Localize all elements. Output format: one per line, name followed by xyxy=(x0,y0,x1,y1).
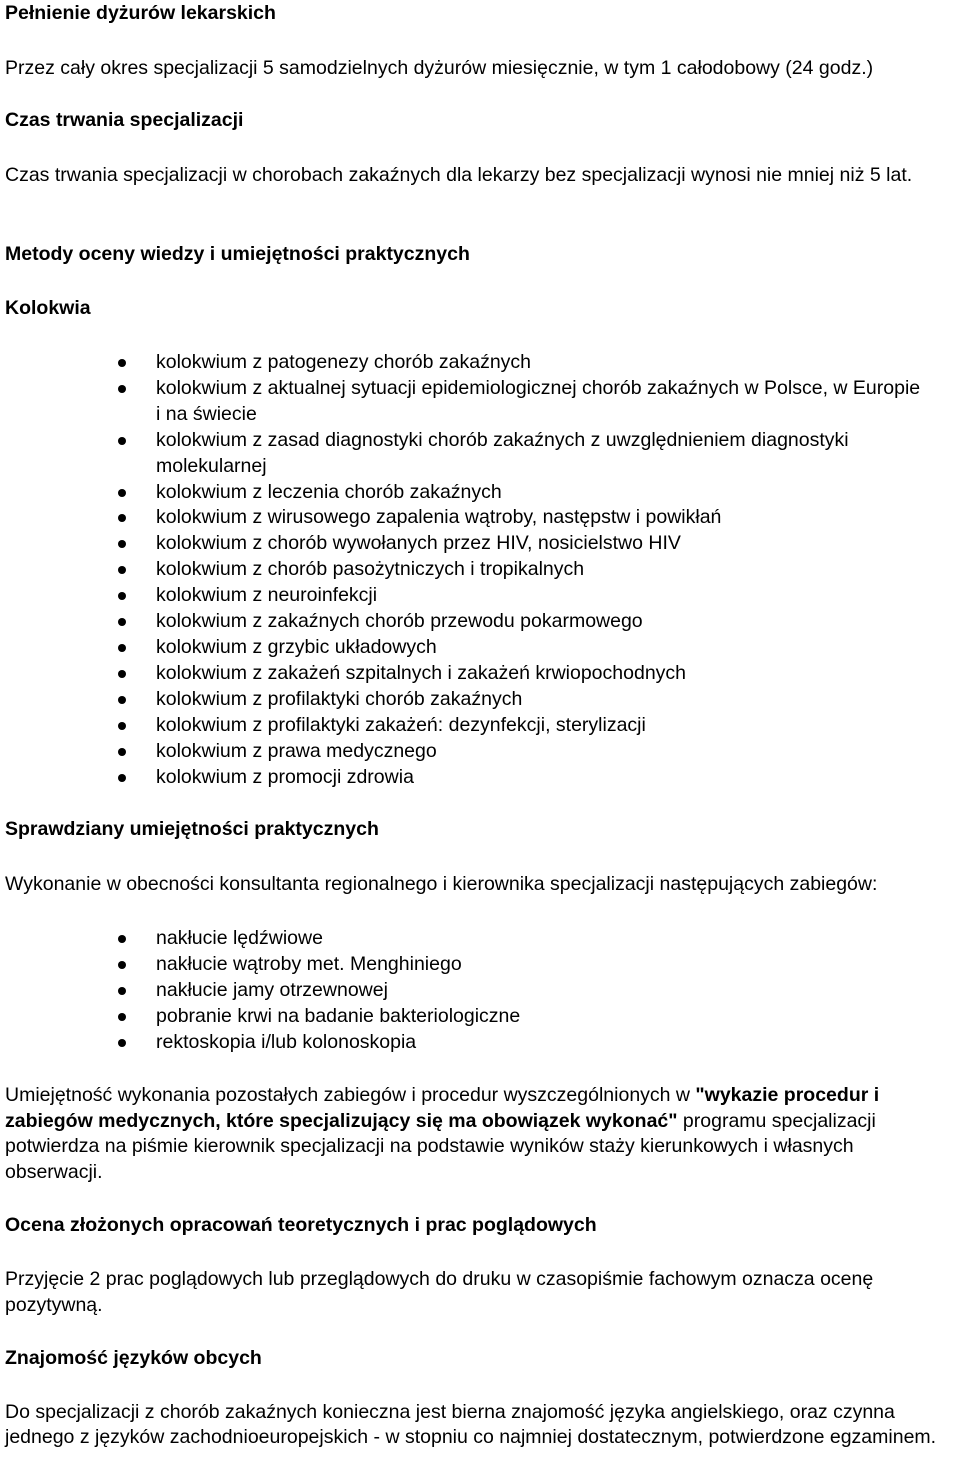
zabieg-list-item: nakłucie wątroby met. Menghiniego xyxy=(5,952,955,978)
kolokwium-list-item: kolokwium z chorób pasożytniczych i tropikalnych xyxy=(5,557,955,583)
heading-czas-trwania: Czas trwania specjalizacji xyxy=(5,109,244,131)
kolokwium-list-item: kolokwium z zasad diagnostyki chorób zakaźnych z uwzględnieniem diagnostyki molekularnej xyxy=(5,428,955,480)
heading-jezyki-obce: Znajomość języków obcych xyxy=(5,1347,262,1369)
zabiegi-list xyxy=(5,926,955,1056)
paragraph-umiejetnosc xyxy=(5,1083,955,1185)
kolokwium-list-item: kolokwium z leczenia chorób zakaźnych xyxy=(5,480,955,506)
heading-metody-oceny: Metody oceny wiedzy i umiejętności praktycznych xyxy=(5,243,470,265)
kolokwium-list-item: kolokwium z promocji zdrowia xyxy=(5,765,955,791)
kolokwium-list-item: kolokwium z zakaźnych chorób przewodu pokarmowego xyxy=(5,609,955,635)
kolokwium-list-item: kolokwium z wirusowego zapalenia wątroby, następstw i powikłań xyxy=(5,505,955,531)
heading-sprawdziany: Sprawdziany umiejętności praktycznych xyxy=(5,818,379,840)
heading-ocena-opracowan: Ocena złożonych opracowań teoretycznych i prac poglądowych xyxy=(5,1214,597,1236)
heading-kolokwia: Kolokwia xyxy=(5,297,91,319)
kolokwium-list-item: kolokwium z grzybic układowych xyxy=(5,635,955,661)
paragraph-umiejetnosc-end: programu specjalizacji potwierdza na piśmie kierownik specjalizacji na podstawie wyników staży kierunkowych i własnych obserwacji. xyxy=(5,1109,876,1183)
kolokwium-list-item: kolokwium z aktualnej sytuacji epidemiologicznej chorób zakaźnych w Polsce, w Europie i na świecie xyxy=(5,376,955,428)
paragraph-ocena-opracowan: Przyjęcie 2 prac poglądowych lub przeglądowych do druku w czasopiśmie fachowym oznacza ocenę pozytywną. xyxy=(5,1268,874,1316)
zabieg-list-item: nakłucie lędźwiowe xyxy=(5,926,955,952)
kolokwium-list-item: kolokwium z zakażeń szpitalnych i zakażeń krwiopochodnych xyxy=(5,661,955,687)
paragraph-sprawdziany-intro: Wykonanie w obecności konsultanta regionalnego i kierownika specjalizacji następujących zabiegów: xyxy=(5,873,878,895)
paragraph-umiejetnosc-start: Umiejętność wykonania pozostałych zabiegów i procedur wyszczególnionych w xyxy=(5,1084,696,1106)
kolokwium-list-item: kolokwium z neuroinfekcji xyxy=(5,583,955,609)
heading-dyzury: Pełnienie dyżurów lekarskich xyxy=(5,2,276,24)
kolokwium-list-item: kolokwium z prawa medycznego xyxy=(5,739,955,765)
paragraph-czas-trwania: Czas trwania specjalizacji w chorobach zakaźnych dla lekarzy bez specjalizacji wynosi nie mniej niż 5 lat. xyxy=(5,164,913,186)
kolokwium-list-item: kolokwium z patogenezy chorób zakaźnych xyxy=(5,350,955,376)
kolokwium-list-item: kolokwium z chorób wywołanych przez HIV, nosicielstwo HIV xyxy=(5,531,955,557)
kolokwium-list-item: kolokwium z profilaktyki chorób zakaźnych xyxy=(5,687,955,713)
paragraph-jezyki-obce: Do specjalizacji z chorób zakaźnych konieczna jest bierna znajomość języka angielskiego, oraz czynna jednego z języków zachodnioeuropejskich - w stopniu co najmniej dostatecznym, potwierdzone egzaminem. xyxy=(5,1401,937,1448)
paragraph-dyzury: Przez cały okres specjalizacji 5 samodzielnych dyżurów miesięcznie, w tym 1 całodobowy (24 godz.) xyxy=(5,57,874,79)
zabieg-list-item: pobranie krwi na badanie bakteriologiczne xyxy=(5,1004,955,1030)
zabieg-list-item: nakłucie jamy otrzewnowej xyxy=(5,978,955,1004)
kolokwia-list xyxy=(5,350,955,790)
paragraph-umiejetnosc-bold: "wykazie procedur i zabiegów medycznych, które specjalizujący się ma obowiązek wykonać" xyxy=(5,1084,880,1132)
kolokwium-list-item: kolokwium z profilaktyki zakażeń: dezynfekcji, sterylizacji xyxy=(5,713,955,739)
zabieg-list-item: rektoskopia i/lub kolonoskopia xyxy=(5,1030,955,1056)
